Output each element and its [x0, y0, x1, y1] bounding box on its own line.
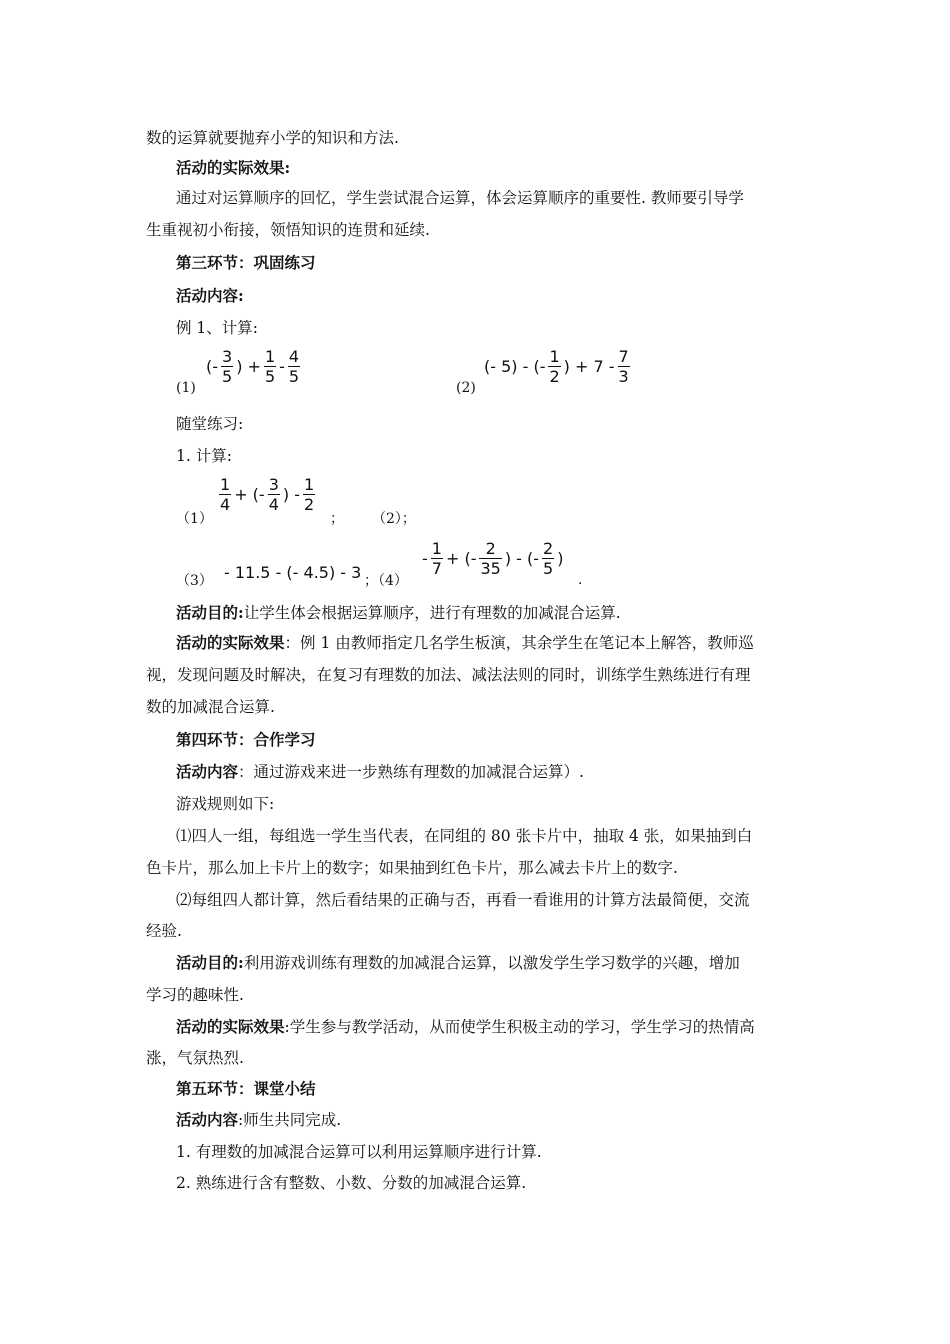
label-content: 活动内容	[176, 1110, 239, 1129]
text-aim: 利用游戏训练有理数的加减混合运算，以激发学生学习数学的兴趣，增加	[243, 954, 740, 972]
math-expression-5: - $\frac{1}{7}$ + (- $\frac{2}{35}$ ) - (- $\frac{2}{5}$ )	[422, 539, 564, 578]
paragraph-line: 数的运算就要抛弃小学的知识和方法.	[146, 129, 399, 147]
paragraph-line: 生重视初小衔接，领悟知识的连贯和延续.	[146, 221, 430, 239]
paragraph-line: ⑴四人一组，每组选一学生当代表，在同组的 80 张卡片中，抽取 4 张，如果抽到白	[176, 827, 753, 845]
expr-tag: ；（4）	[364, 573, 408, 589]
paragraph-line	[176, 1017, 836, 1037]
expr-tag: （1）	[176, 511, 213, 527]
math-expression-3: $\frac{1}{4}$ + (- $\frac{3}{4}$ ) - $\frac{1}{2}$	[220, 475, 315, 514]
text-effect: ：例 1 由教师指定几名学生板演，其余学生在笔记本上解答，教师巡	[284, 634, 754, 652]
math-expression-2: (- 5) - (- $\frac{1}{2}$ ) + 7 - $\frac{7}{3}$	[484, 347, 629, 386]
text-content: ：通过游戏来进一步熟练有理数的加减混合运算）.	[238, 763, 584, 781]
expr-tag: ；	[330, 511, 344, 527]
paragraph-line: 游戏规则如下:	[176, 795, 275, 813]
text-content: :师生共同完成.	[238, 1111, 342, 1129]
text-aim: 让学生体会根据运算顺序，进行有理数的加减混合运算.	[243, 604, 621, 622]
label-aim: 活动目的:	[176, 953, 244, 972]
expr-tag: （3）	[176, 573, 213, 589]
text-effect: :学生参与教学活动，从而使学生积极主动的学习，学生学习的热情高	[284, 1018, 755, 1036]
paragraph-line	[176, 603, 836, 623]
paragraph-line: 数的加减混合运算.	[146, 698, 275, 716]
calc-label: 1. 计算:	[176, 447, 232, 465]
label-effect: 活动的实际效果	[176, 633, 285, 652]
example-label: 例 1、计算:	[176, 319, 259, 337]
section-heading-4: 第四环节：合作学习	[176, 730, 316, 749]
expr-tag: (2)	[456, 380, 476, 396]
paragraph-line: 色卡片，那么加上卡片上的数字；如果抽到红色卡片，那么减去卡片上的数字.	[146, 859, 678, 877]
practice-label: 随堂练习:	[176, 415, 244, 433]
math-expression-4: - 11.5 - (- 4.5) - 3	[224, 563, 362, 582]
paragraph-line	[176, 633, 836, 653]
summary-item: 2. 熟练进行含有整数、小数、分数的加减混合运算.	[176, 1174, 527, 1192]
label-content: 活动内容	[176, 762, 239, 781]
section-heading-3: 第三环节：巩固练习	[176, 253, 316, 272]
paragraph-line: 通过对运算顺序的回忆，学生尝试混合运算，体会运算顺序的重要性. 教师要引导学	[176, 189, 744, 207]
summary-item: 1. 有理数的加减混合运算可以利用运算顺序进行计算.	[176, 1143, 542, 1161]
paragraph-line: 学习的趣味性.	[146, 986, 244, 1004]
label-aim: 活动目的:	[176, 603, 244, 622]
paragraph-line	[176, 1110, 836, 1130]
label-effect: 活动的实际效果	[176, 1017, 285, 1036]
expr-tag: (1)	[176, 380, 196, 396]
section-heading-5: 第五环节：课堂小结	[176, 1079, 316, 1098]
expr-tag: （2）；	[372, 511, 416, 527]
math-expression-1: (- $\frac{3}{5}$ ) + $\frac{1}{5}$ - $\frac{4}{5}$	[206, 347, 300, 386]
paragraph-line: 视，发现问题及时解决，在复习有理数的加法、减法法则的同时，训练学生熟练进行有理	[146, 666, 751, 684]
paragraph-line	[176, 953, 836, 973]
heading-effect: 活动的实际效果:	[176, 158, 291, 177]
paragraph-line: 经验.	[146, 922, 182, 940]
heading-content: 活动内容:	[176, 286, 244, 305]
paragraph-line	[176, 762, 836, 782]
expr-tag: .	[578, 572, 583, 588]
paragraph-line: 涨，气氛热烈.	[146, 1049, 244, 1067]
paragraph-line: ⑵每组四人都计算，然后看结果的正确与否，再看一看谁用的计算方法最简便，交流	[176, 891, 750, 909]
